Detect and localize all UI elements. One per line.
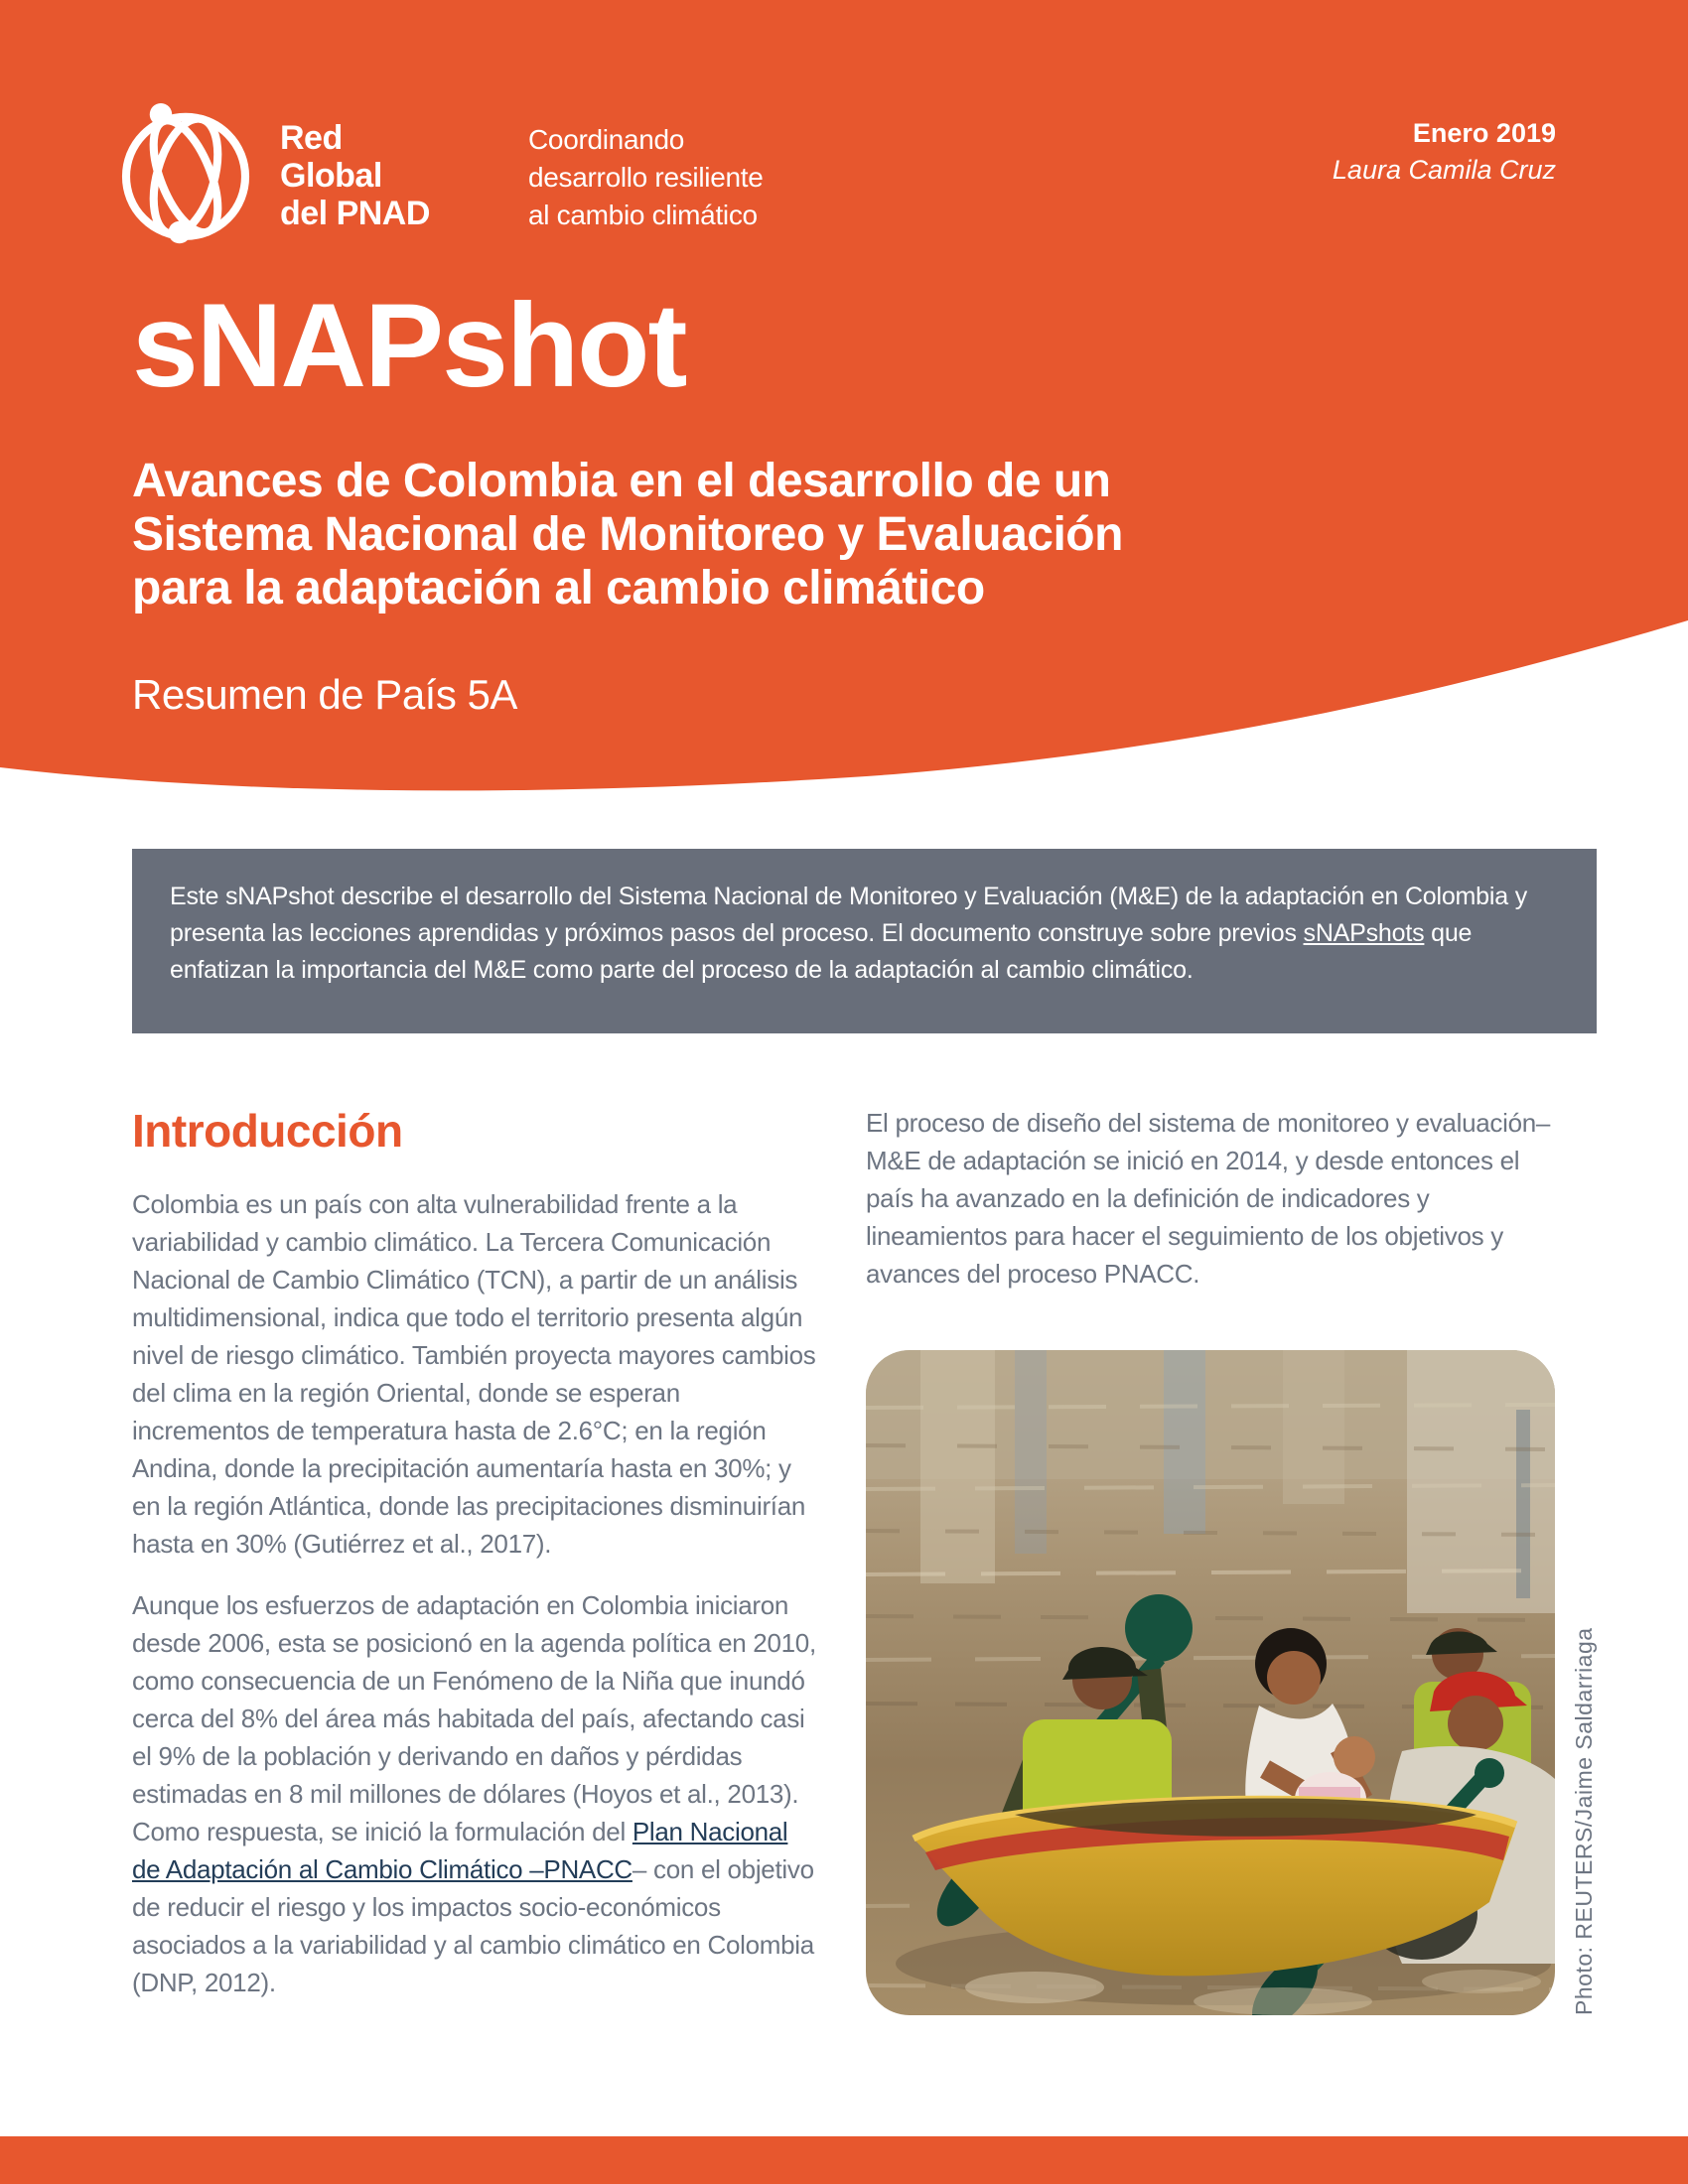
document-subtitle-line: Sistema Nacional de Monitoreo y Evaluación bbox=[132, 508, 1123, 561]
logo-wordmark-line: del PNAD bbox=[280, 195, 430, 232]
summary-box bbox=[132, 849, 1597, 1033]
document-title: sNAPshot bbox=[132, 279, 686, 412]
snapshots-link[interactable]: sNAPshots bbox=[1303, 919, 1425, 947]
issue-info bbox=[1333, 115, 1556, 189]
pnacc-link[interactable]: Plan Nacional de Adaptación al Cambio Climático –PNACC bbox=[132, 1817, 788, 1884]
summary-text: que enfatizan la importancia del M&E como parte del proceso de la adaptación al cambio climático. bbox=[170, 919, 1473, 984]
intro-section bbox=[132, 1104, 822, 2025]
author-name: Laura Camila Cruz bbox=[1332, 155, 1556, 185]
document-subtitle-line: Avances de Colombia en el desarrollo de un bbox=[132, 455, 1111, 507]
right-column bbox=[866, 1104, 1556, 1316]
intro-paragraph-2-text: Aunque los esfuerzos de adaptación en Colombia iniciaron desde 2006, esta se posicionó en la agenda política en 2010, como consecuencia de un Fenómeno de la Niña que inundó cerca del 8% del área más habitada del país, afectando casi el 9% de la población y derivando en daños y pérdidas estimadas en 8 mil millones de dólares (Hoyos et al., 2013). Como respuesta, se inició la formulación del bbox=[132, 1590, 816, 1846]
logo-wordmark-line: Global bbox=[280, 157, 382, 195]
document-subtitle bbox=[132, 455, 1123, 615]
footer-bar bbox=[0, 2136, 1688, 2184]
issue-date: Enero 2019 bbox=[1412, 118, 1556, 148]
summary-text: Este sNAPshot describe el desarrollo del Sistema Nacional de Monitoreo y Evaluación (M&E) de la adaptación en Colombia y presenta las lecciones aprendidas y próximos pasos del proceso. El documento construye sobre previos bbox=[170, 883, 1527, 947]
tagline-line: al cambio climático bbox=[528, 200, 758, 230]
me-process-paragraph: El proceso de diseño del sistema de monitoreo y evaluación–M&E de adaptación se inició en 2014, y desde entonces el país ha avanzado en la definición de indicadores y lineamientos para hacer el seguimiento de los objetivos y avances del proceso PNACC. bbox=[866, 1108, 1551, 1289]
intro-paragraph-1: Colombia es un país con alta vulnerabilidad frente a la variabilidad y cambio climático. La Tercera Comunicación Nacional de Cambio Climático (TCN), a partir de un análisis multidimensional, indica que todo el territorio presenta algún nivel de riesgo climático. También proyecta mayores cambios del clima en la región Oriental, donde se esperan incrementos de temperatura hasta de 2.6°C; en la región Andina, donde la precipitación aumentaría hasta en 30%; y en la región Atlántica, donde las precipitaciones disminuirían hasta en 30% (Gutiérrez et al., 2017). bbox=[132, 1189, 816, 1559]
flood-rescue-photo-illustration bbox=[866, 1350, 1555, 2015]
tagline bbox=[528, 121, 764, 234]
logo-wordmark bbox=[280, 119, 430, 232]
intro-paragraph-2-text: – con el objetivo de reducir el riesgo y los impactos socio-económicos asociados a la variabilidad y al cambio climático en Colombia (DNP, 2012). bbox=[132, 1854, 814, 1997]
globe-network-icon bbox=[111, 97, 260, 248]
logo-wordmark-line: Red bbox=[280, 119, 343, 157]
photo-caption: Photo: REUTERS/Jaime Saldarriaga bbox=[1571, 1627, 1597, 2015]
series-label: Resumen de País 5A bbox=[132, 671, 517, 718]
tagline-line: desarrollo resiliente bbox=[528, 162, 764, 193]
flood-rescue-photo bbox=[866, 1350, 1555, 2015]
document-subtitle-line: para la adaptación al cambio climático bbox=[132, 562, 985, 614]
intro-heading: Introducción bbox=[132, 1105, 403, 1157]
tagline-line: Coordinando bbox=[528, 124, 685, 155]
intro-paragraph-2 bbox=[132, 1586, 822, 2001]
